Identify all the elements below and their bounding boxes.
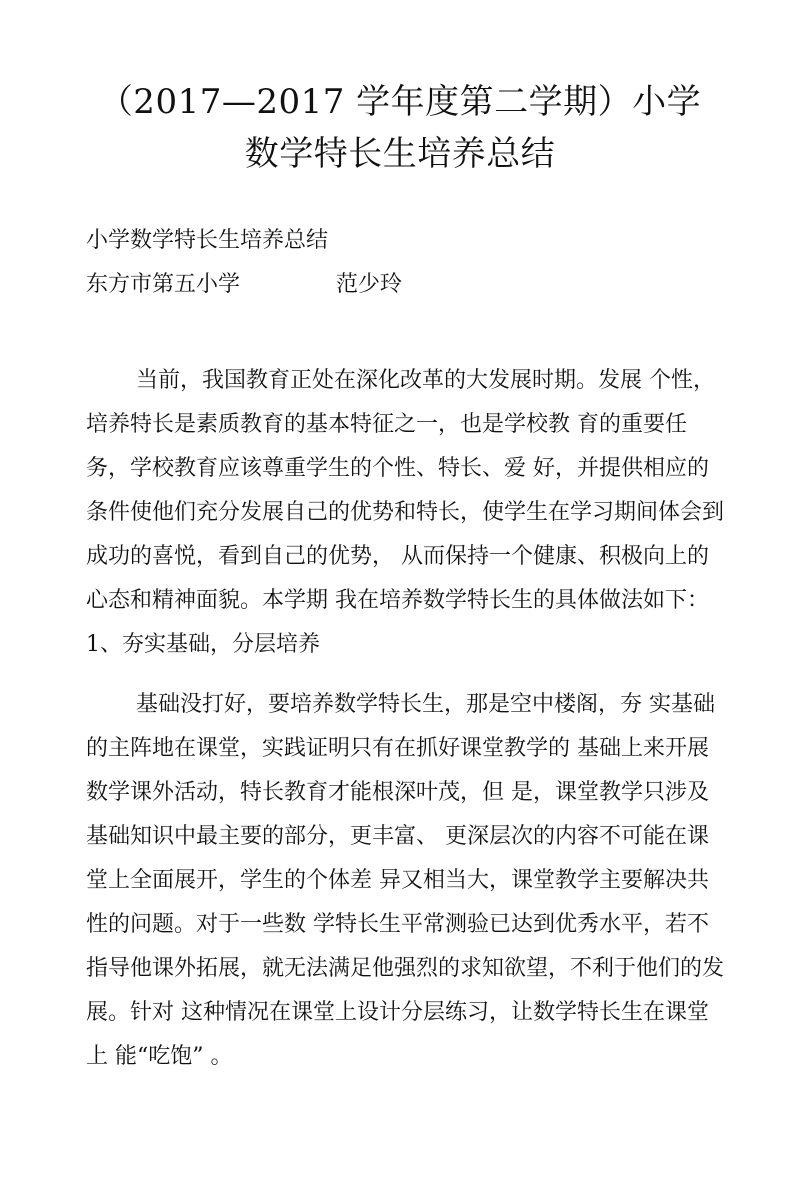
paragraph-line: 基础知识中最主要的部分，更丰富、 更深层次的内容不可能在课 bbox=[86, 824, 709, 849]
paragraph-line: 的主阵地在课堂，实践证明只有在抓好课堂教学的 基础上来开展 bbox=[86, 736, 709, 761]
paragraph-line: 当前，我国教育正处在深化改革的大发展时期。发展 个性， bbox=[136, 368, 715, 393]
paragraph-line: 指导他课外拓展，就无法满足他强烈的求知欲望，不利于他们的发 bbox=[86, 956, 725, 981]
author-name: 范少玲 bbox=[336, 272, 403, 297]
paragraph-line: 心态和精神面貌。本学期 我在培养数学特长生的具体做法如下： bbox=[86, 588, 709, 613]
school-name: 东方市第五小学 bbox=[86, 272, 241, 297]
document-title-line-1: （2017—2017 学年度第二学期）小学 bbox=[98, 82, 702, 122]
paragraph-line: 基础没打好，要培养数学特长生，那是空中楼阁，夯 实基础 bbox=[136, 692, 715, 717]
section-heading: 1、夯实基础，分层培养 bbox=[86, 632, 320, 657]
paragraph-line: 数学课外活动，特长教育才能根深叶茂，但 是，课堂教学只涉及 bbox=[86, 780, 709, 805]
document-title-line-2: 数学特长生培养总结 bbox=[244, 134, 556, 174]
paragraph-line: 性的问题。对于一些数 学特长生平常测验已达到优秀水平，若不 bbox=[86, 912, 709, 937]
document-subtitle: 小学数学特长生培养总结 bbox=[86, 228, 329, 253]
paragraph-line: 堂上全面展开，学生的个体差 异又相当大，课堂教学主要解决共 bbox=[86, 868, 709, 893]
paragraph-line: 培养特长是素质教育的基本特征之一，也是学校教 育的重要任 bbox=[86, 412, 687, 437]
paragraph-line: 条件使他们充分发展自己的优势和特长，使学生在学习期间体会到 bbox=[86, 500, 725, 525]
paragraph-line: 务，学校教育应该尊重学生的个性、特长、爱 好，并提供相应的 bbox=[86, 456, 709, 481]
paragraph-line: 展。针对 这种情况在课堂上设计分层练习，让数学特长生在课堂 bbox=[86, 1000, 709, 1025]
paragraph-line: 上 能“吃饱” 。 bbox=[86, 1044, 233, 1069]
paragraph-line: 成功的喜悦，看到自己的优势， 从而保持一个健康、积极向上的 bbox=[86, 544, 709, 569]
